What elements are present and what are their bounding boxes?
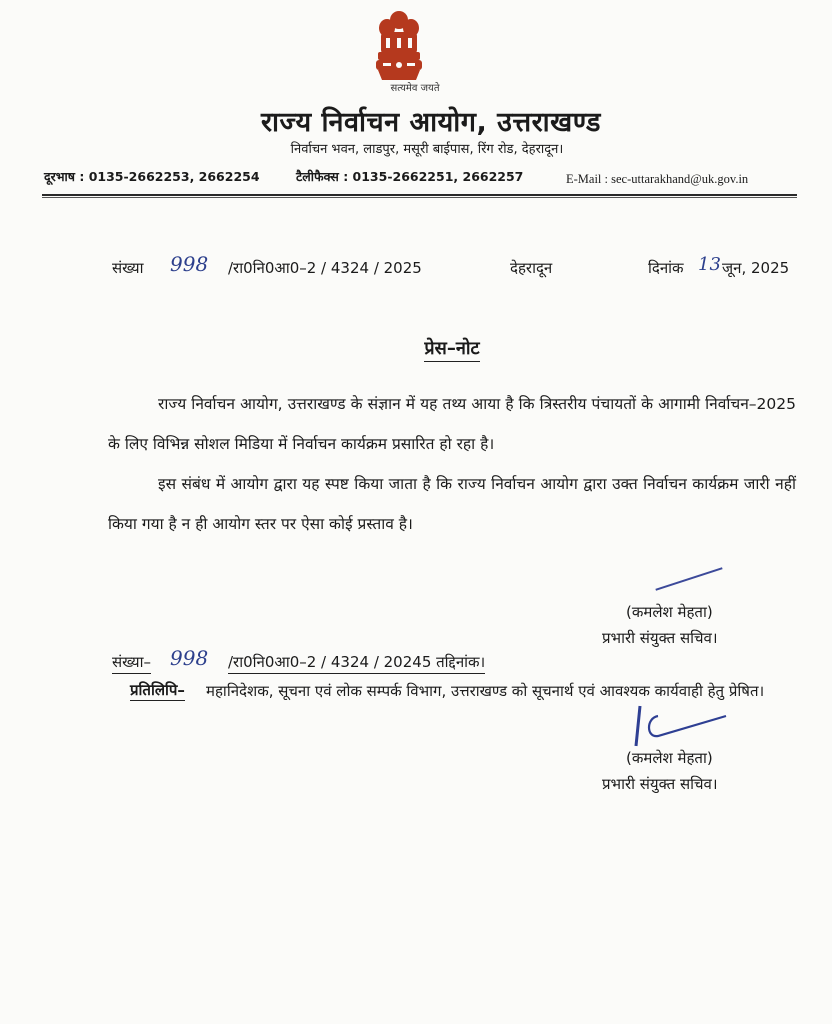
emblem-motto: सत्यमेव जयते xyxy=(390,83,440,94)
organization-address: निर्वाचन भवन, लाडपुर, मसूरी बाईपास, रिंग रोड, देहरादून। xyxy=(290,142,564,157)
header-divider xyxy=(42,194,797,196)
organization-title: राज्य निर्वाचन आयोग, उत्तराखण्ड xyxy=(260,107,601,138)
signature-stroke-1 xyxy=(655,567,722,591)
date-label: दिनांक xyxy=(648,259,684,277)
body-paragraph-2: इस संबंध में आयोग द्वारा यह स्पष्ट किया जाता है कि राज्य निर्वाचन आयोग द्वारा उक्त निर्वाचन कार्यक्रम जारी नहीं किया गया है न ही आयोग स्तर पर ऐसा कोई प्रस्ताव है। xyxy=(108,475,796,533)
signatory-designation-1: प्रभारी संयुक्त सचिव। xyxy=(602,629,718,647)
email-address: E-Mail : sec-uttarakhand@uk.gov.in xyxy=(566,172,749,186)
copy-reference-label: संख्या– xyxy=(112,653,151,674)
signature-mark-2 xyxy=(628,702,738,752)
document-title: प्रेस–नोट xyxy=(0,336,832,360)
body-paragraph-1: राज्य निर्वाचन आयोग, उत्तराखण्ड के संज्ञान में यह तथ्य आया है कि त्रिस्तरीय पंचायतों के आगामी निर्वाचन–2025 के लिए विभिन्न सोशल मिडिया में निर्वाचन कार्यक्रम प्रसारित हो रहा है। xyxy=(108,395,796,453)
reference-number-handwritten: 998 xyxy=(170,252,209,276)
reference-code: /रा0नि0आ0–2 / 4324 / 2025 xyxy=(228,259,422,277)
date-day-handwritten: 13 xyxy=(698,254,721,275)
copy-reference xyxy=(112,652,151,672)
copy-label: प्रतिलिपि– xyxy=(130,681,185,699)
reference-place: देहरादून xyxy=(510,259,553,277)
date-rest: जून, 2025 xyxy=(722,259,790,277)
national-emblem-icon xyxy=(368,6,430,86)
copy-reference-code-text: /रा0नि0आ0–2 / 4324 / 20245 तद्दिनांक। xyxy=(228,653,485,674)
signatory-name-2: (कमलेश मेहता) xyxy=(626,749,713,767)
copy-reference-number-handwritten: 998 xyxy=(170,646,209,670)
copy-text: महानिदेशक, सूचना एवं लोक सम्पर्क विभाग, उत्तराखण्ड को सूचनार्थ एवं आवश्यक कार्यवाही हेतु प्रेषित। xyxy=(206,682,765,700)
phone-numbers: दूरभाष : 0135-2662253, 2662254 xyxy=(44,169,260,184)
copy-reference-code xyxy=(228,652,485,672)
header-divider-thin xyxy=(42,197,797,198)
fax-numbers: टैलीफैक्स : 0135-2662251, 2662257 xyxy=(296,169,524,184)
signatory-designation-2: प्रभारी संयुक्त सचिव। xyxy=(602,775,718,793)
signatory-name-1: (कमलेश मेहता) xyxy=(626,603,713,621)
reference-label: संख्या xyxy=(112,259,144,277)
